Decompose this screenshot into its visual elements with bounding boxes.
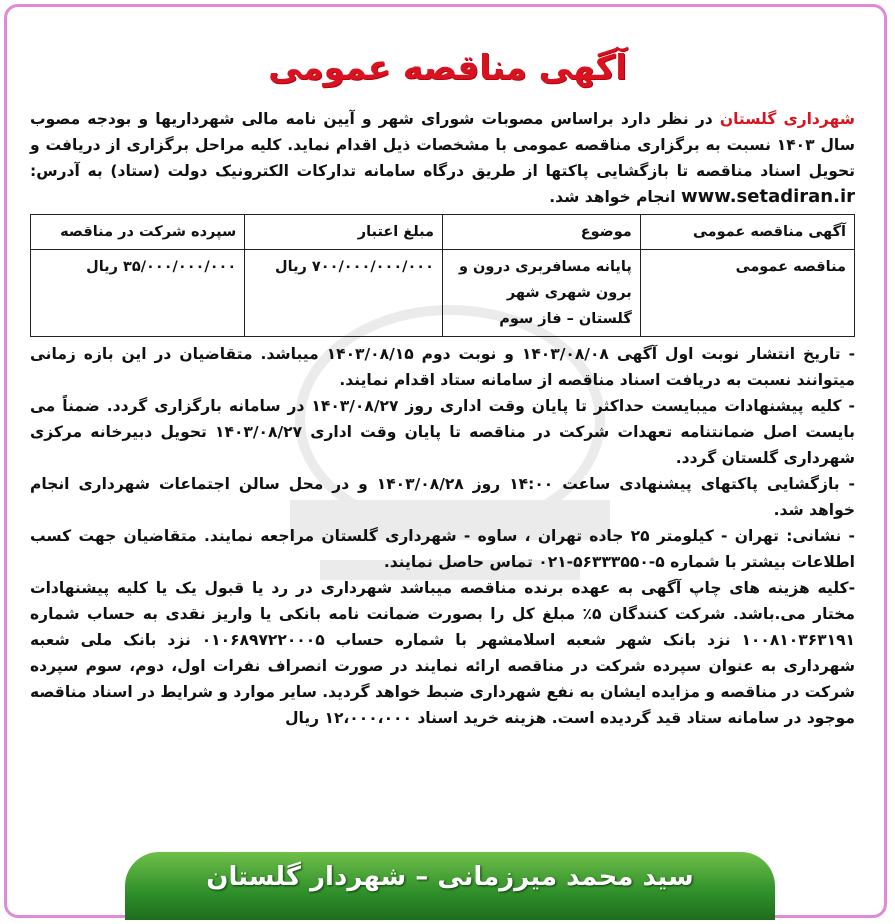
paragraph-deadline: - کلیه پیشنهادات میبایست حداکثر تا پایان وقت اداری روز ۱۴۰۳/۰۸/۲۷ در سامانه بارگزاری گردد. ضمناً می بایست اصل ضمانتنامه تعهدات شرکت در مناقصه تا پایان وقت اداری ۱۴۰۳/۰۸/۲۷ تحویل دبیرخانه مرکزی شهرداری گلستان گردد. — [30, 397, 856, 467]
table-cell: ۳۵/۰۰۰/۰۰۰/۰۰۰ ریال — [31, 250, 245, 337]
intro-text-2: انجام خواهد شد. — [549, 188, 681, 206]
table-cell: پایانه مسافربری درون و برون شهری شهر گلستان – فاز سوم — [443, 250, 641, 337]
table-header-row — [31, 215, 855, 250]
table-cell: مناقصه عمومی — [640, 250, 854, 337]
paragraph-opening: - بازگشایی پاکتهای پیشنهادی ساعت ۱۴:۰۰ روز ۱۴۰۳/۰۸/۲۸ و در محل سالن اجتماعات شهرداری انجام خواهد شد. — [30, 475, 855, 519]
table-cell: ۷۰۰/۰۰۰/۰۰۰/۰۰۰ ریال — [245, 250, 443, 337]
paragraph-dates: - تاریخ انتشار نوبت اول آگهی ۱۴۰۳/۰۸/۰۸ و نوبت دوم ۱۴۰۳/۰۸/۱۵ میباشد. متقاضیان در این بازه زمانی میتوانند نسبت به دریافت اسناد مناقصه از سامانه ستاد اقدام نمایند. — [30, 345, 855, 389]
table-row — [31, 250, 855, 337]
table-header: سپرده شرکت در مناقصه — [31, 215, 245, 250]
intro-paragraph — [30, 106, 855, 210]
table-header: آگهی مناقصه عمومی — [640, 215, 854, 250]
website-link[interactable]: www.setadiran.ir — [680, 186, 855, 207]
intro-text-1: در نظر دارد براساس مصوبات شورای شهر و آیین نامه مالی شهرداریها و بودجه مصوب سال ۱۴۰۳ نسبت به برگزاری مناقصه عمومی با مشخصات ذیل اقدام نماید. کلیه مراحل برگزاری از دریافت و تحویل اسناد مناقصه تا بازگشایی پاکتها از طریق درگاه سامانه تدارکات الکترونیک دولت (ستاد) به آدرس: — [30, 110, 855, 180]
table-header: موضوع — [443, 215, 641, 250]
notice-title: آگهی مناقصه عمومی — [268, 48, 627, 88]
footer-signature: سید محمد میرزمانی – شهردار گلستان — [206, 862, 694, 892]
org-name: شهرداری گلستان — [719, 110, 856, 128]
paragraph-costs: -کلیه هزینه های چاپ آگهی به عهده برنده مناقصه میباشد شهرداری در رد یا قبول یک یا کلیه پیشنهادات مختار می.باشد. شرکت کنندگان ۵٪ مبلغ کل را بصورت ضمانت نامه بانکی یا واریز نقدی به حساب شماره ۱۰۰۸۱۰۳۶۳۱۹۱ نزد بانک شهر شعبه اسلامشهر با شماره حساب ۰۱۰۶۸۹۷۲۲۰۰۰۵ نزد بانک ملی شعبه شهرداری به عنوان سپرده شرکت در مناقصه ارائه نمایند در صورت انصراف نفرات اول، دوم، سوم سپرده شرکت در مناقصه و مزایده ایشان به نفع شهرداری ضبط خواهد گردید. سایر موارد و شرایط در اسناد مناقصه موجود در سامانه ستاد قید گردیده است. هزینه خرید اسناد ۱۲،۰۰۰،۰۰۰ ریال — [30, 579, 856, 727]
paragraph-address: - نشانی: تهران - کیلومتر ۲۵ جاده تهران ، ساوه - شهرداری گلستان مراجعه نمایند. متقاضیان جهت کسب اطلاعات بیشتر با شماره ۵-۵۶۳۳۳۵۵۰-۰۲۱ تماس حاصل نمایند. — [30, 527, 855, 571]
table-header: مبلغ اعتبار — [245, 215, 443, 250]
tender-table — [30, 214, 855, 337]
notice-body — [30, 106, 855, 731]
